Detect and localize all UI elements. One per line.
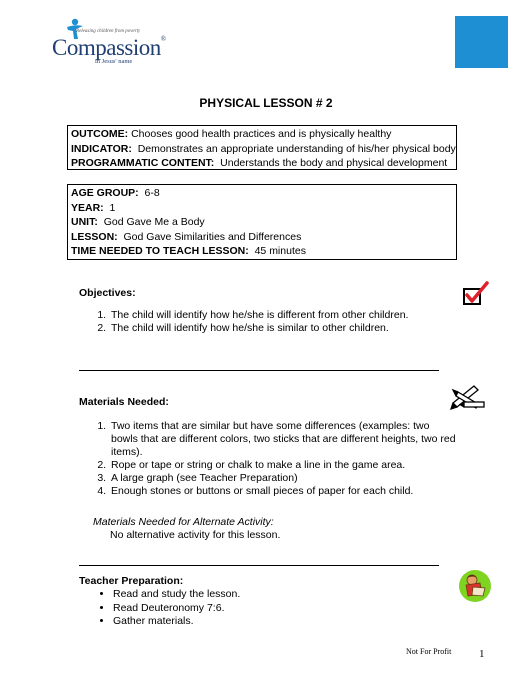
alt-materials-heading: Materials Needed for Alternate Activity: — [93, 516, 274, 528]
objectives-list — [93, 309, 459, 335]
year-value: 1 — [109, 201, 116, 214]
outcome-label: OUTCOME: — [71, 128, 129, 140]
content-row — [71, 156, 453, 171]
lesson-label: LESSON: — [71, 230, 118, 243]
unit-row — [71, 215, 453, 230]
time-label: TIME NEEDED TO TEACH LESSON: — [71, 245, 249, 257]
child-reading-icon — [458, 569, 492, 603]
age-value: 6-8 — [144, 187, 160, 199]
unit-label: UNIT: — [71, 216, 98, 228]
year-label: YEAR: — [71, 201, 104, 214]
checkbox-check-icon — [462, 281, 490, 307]
outcome-box — [67, 125, 457, 170]
logo-wordmark-text: Compassion — [52, 35, 161, 60]
materials-heading: Materials Needed: — [79, 396, 169, 408]
list-item: 1. The child will identify how he/she is different from other children. — [109, 309, 459, 322]
list-item: • Gather materials. — [113, 615, 240, 629]
not-for-profit-label: Not For Profit — [406, 647, 452, 656]
pencils-icon — [450, 381, 486, 411]
list-item: 4. Enough stones or buttons or small pieces of paper for each child. — [109, 485, 459, 498]
page-number: 1 — [479, 648, 485, 660]
lesson-info-box — [67, 184, 457, 260]
lesson-value: God Gave Similarities and Differences — [123, 230, 302, 243]
content-value: Understands the body and physical development — [220, 157, 448, 169]
time-value: 45 minutes — [254, 245, 306, 257]
page-title: PHYSICAL LESSON # 2 — [199, 96, 333, 110]
list-item: 2. Rope or tape or string or chalk to make a line in the game area. — [109, 459, 459, 472]
brand-color-block — [455, 16, 508, 68]
list-item: • Read Deuteronomy 7:6. — [113, 602, 240, 616]
objectives-heading: Objectives: — [79, 287, 136, 299]
divider — [79, 565, 439, 566]
registered-mark: ® — [160, 35, 166, 43]
age-row — [71, 186, 453, 201]
list-item: • Read and study the lesson. — [113, 588, 240, 602]
preparation-heading: Teacher Preparation: — [79, 575, 184, 587]
time-row — [71, 244, 453, 259]
alt-materials-text: No alternative activity for this lesson. — [110, 529, 281, 541]
list-item: 1. Two items that are similar but have some differences (examples: two bowls that are different colors, two sticks that are different heights, two red items). — [109, 420, 459, 459]
logo-tagline: Releasing children from poverty — [76, 29, 141, 34]
list-item: 2. The child will identify how he/she is similar to other children. — [109, 322, 459, 335]
preparation-list — [95, 588, 240, 629]
outcome-row — [71, 127, 453, 142]
logo-subtitle: in Jesus' name — [95, 58, 133, 65]
indicator-row — [71, 142, 456, 157]
unit-value: God Gave Me a Body — [103, 216, 205, 228]
divider — [79, 370, 439, 371]
lesson-row — [71, 230, 453, 245]
year-row — [71, 201, 453, 216]
age-label: AGE GROUP: — [71, 187, 139, 199]
materials-list — [93, 420, 459, 498]
indicator-label: INDICATOR: — [71, 142, 132, 155]
content-label: PROGRAMMATIC CONTENT: — [71, 157, 215, 169]
list-item: 3. A large graph (see Teacher Preparation) — [109, 472, 459, 485]
indicator-value: Demonstrates an appropriate understanding of his/her physical body — [137, 142, 456, 155]
outcome-value: Chooses good health practices and is physically healthy — [131, 128, 392, 140]
